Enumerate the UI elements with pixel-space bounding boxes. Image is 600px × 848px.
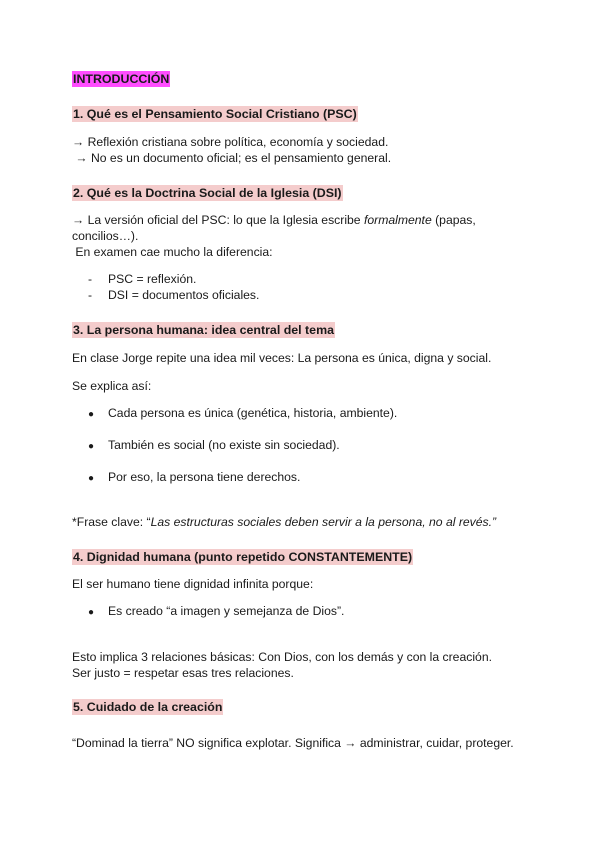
intro-heading: INTRODUCCIÓN: [73, 72, 170, 86]
paragraph: “Dominad la tierra” NO significa explotar. Significa → administrar, cuidar, proteger.: [72, 736, 514, 750]
section-4-heading: 4. Dignidad humana (punto repetido CONSTANTEMENTE): [73, 550, 413, 564]
list-item: ● Por eso, la persona tiene derechos.: [88, 470, 301, 484]
paragraph-line: En examen cae mucho la diferencia:: [72, 245, 273, 259]
paragraph: Se explica así:: [72, 379, 152, 393]
paragraph-line: concilios…).: [72, 229, 139, 243]
paragraph-line: Ser justo = respetar esas tres relaciones.: [72, 666, 294, 680]
list-item: ● Cada persona es única (genética, historia, ambiente).: [88, 406, 398, 420]
paragraph-line: → No es un documento oficial; es el pensamiento general.: [72, 151, 392, 165]
dash-marker: -: [88, 272, 93, 286]
paragraph: El ser humano tiene dignidad infinita porque:: [72, 577, 314, 591]
key-quote: *Frase clave: “Las estructuras sociales deben servir a la persona, no al revés.”: [72, 515, 497, 529]
dash-marker: -: [88, 288, 93, 302]
paragraph: En clase Jorge repite una idea mil veces: La persona es única, digna y social.: [72, 351, 492, 365]
section-1-body: [72, 134, 391, 166]
list-item: - DSI = documentos oficiales.: [88, 288, 260, 302]
section-2-heading: 2. Qué es la Doctrina Social de la Iglesia (DSI): [73, 186, 342, 200]
list-item: ● Es creado “a imagen y semejanza de Dios”.: [88, 604, 345, 618]
paragraph-line: Esto implica 3 relaciones básicas: Con Dios, con los demás y con la creación.: [72, 650, 492, 664]
section-1-heading: 1. Qué es el Pensamiento Social Cristiano (PSC): [73, 107, 357, 121]
section-4-body: [72, 649, 492, 681]
bullet-marker: ●: [88, 473, 95, 484]
list-item: ● También es social (no existe sin sociedad).: [88, 438, 340, 452]
section-2-body: [72, 212, 476, 260]
paragraph-line: → Reflexión cristiana sobre política, economía y sociedad.: [72, 135, 389, 149]
section-5-heading: 5. Cuidado de la creación: [73, 700, 223, 714]
section-3-heading: 3. La persona humana: idea central del tema: [73, 323, 334, 337]
bullet-marker: ●: [88, 409, 95, 420]
bullet-marker: ●: [88, 607, 95, 618]
list-item: - PSC = reflexión.: [88, 272, 197, 286]
paragraph-line: → La versión oficial del PSC: lo que la Iglesia escribe formalmente (papas,: [72, 213, 476, 227]
bullet-marker: ●: [88, 441, 95, 452]
